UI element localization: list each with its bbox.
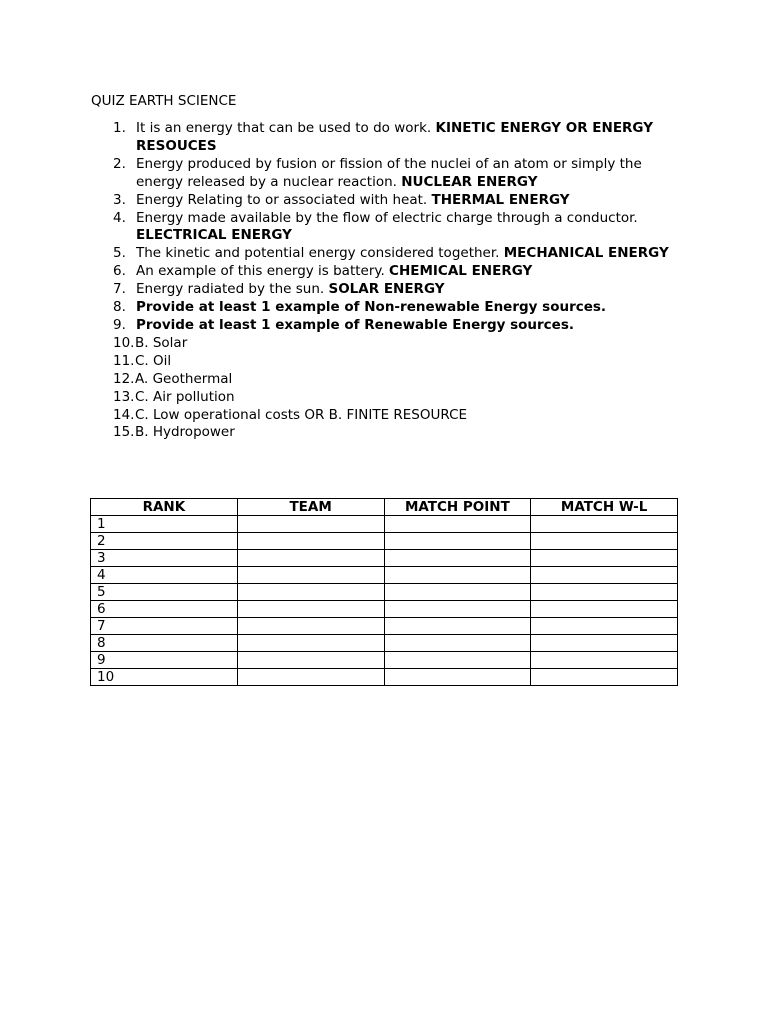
table-row — [91, 652, 678, 669]
item-number: 7. — [113, 281, 126, 298]
quiz-list — [91, 120, 691, 442]
team-cell — [237, 567, 384, 584]
rank-cell: 1 — [91, 516, 238, 533]
quiz-item — [91, 120, 691, 156]
header-match-point: MATCH POINT — [384, 499, 531, 516]
match-point-cell — [384, 601, 531, 618]
team-cell — [237, 550, 384, 567]
team-cell — [237, 516, 384, 533]
question-text: Energy produced by fusion or fission of the nuclei of an atom or simply the energy released by a nuclear reaction. — [136, 155, 642, 190]
question-text: The kinetic and potential energy considered together. — [136, 245, 504, 262]
match-wl-cell — [531, 669, 678, 686]
team-cell — [237, 601, 384, 618]
table-row — [91, 601, 678, 618]
match-point-cell — [384, 652, 531, 669]
question-text: C. Air pollution — [135, 388, 235, 405]
match-point-cell — [384, 567, 531, 584]
match-wl-cell — [531, 635, 678, 652]
rank-cell: 5 — [91, 584, 238, 601]
table-row — [91, 533, 678, 550]
match-wl-cell — [531, 618, 678, 635]
page-title: QUIZ EARTH SCIENCE — [91, 93, 237, 109]
match-wl-cell — [531, 550, 678, 567]
item-number: 12. — [113, 370, 135, 387]
quiz-item — [91, 335, 691, 353]
quiz-item — [91, 317, 691, 335]
team-cell — [237, 618, 384, 635]
item-number: 9. — [113, 316, 126, 333]
rank-cell: 7 — [91, 618, 238, 635]
item-number: 11. — [113, 352, 135, 369]
item-number: 4. — [113, 209, 126, 226]
match-wl-cell — [531, 652, 678, 669]
item-number: 6. — [113, 263, 126, 280]
table-row — [91, 516, 678, 533]
rank-cell: 10 — [91, 669, 238, 686]
quiz-item — [91, 263, 691, 281]
quiz-item — [91, 299, 691, 317]
item-number: 10. — [113, 334, 135, 351]
match-wl-cell — [531, 601, 678, 618]
table-row — [91, 567, 678, 584]
question-text: Energy made available by the flow of electric charge through a conductor. — [136, 209, 638, 226]
match-point-cell — [384, 533, 531, 550]
quiz-item — [91, 424, 691, 442]
question-text: An example of this energy is battery. — [136, 263, 390, 280]
rank-cell: 3 — [91, 550, 238, 567]
answer-text: THERMAL ENERGY — [431, 191, 570, 208]
quiz-item — [91, 353, 691, 371]
team-cell — [237, 584, 384, 601]
question-text: C. Oil — [135, 352, 172, 369]
match-point-cell — [384, 584, 531, 601]
answer-text: NUCLEAR ENERGY — [401, 173, 538, 190]
quiz-item — [91, 192, 691, 210]
item-number: 1. — [113, 120, 126, 136]
question-text: It is an energy that can be used to do work. — [136, 120, 436, 136]
team-cell — [237, 652, 384, 669]
match-point-cell — [384, 550, 531, 567]
question-text: Provide at least 1 example of Renewable Energy sources. — [136, 316, 575, 333]
question-text: A. Geothermal — [135, 370, 233, 387]
table-row — [91, 584, 678, 601]
question-text: Energy radiated by the sun. — [136, 281, 329, 298]
item-number: 8. — [113, 299, 126, 316]
match-wl-cell — [531, 584, 678, 601]
match-point-cell — [384, 618, 531, 635]
question-text: B. Hydropower — [135, 424, 235, 441]
quiz-item — [91, 210, 691, 246]
table-row — [91, 669, 678, 686]
item-number: 3. — [113, 191, 126, 208]
answer-text: MECHANICAL ENERGY — [503, 245, 669, 262]
rank-cell: 4 — [91, 567, 238, 584]
answer-text: KINETIC ENERGY OR ENERGY RESOUCES — [136, 120, 653, 154]
answer-text: CHEMICAL ENERGY — [389, 263, 533, 280]
match-point-cell — [384, 516, 531, 533]
question-text: Provide at least 1 example of Non-renewable Energy sources. — [136, 299, 607, 316]
answer-text: SOLAR ENERGY — [328, 281, 445, 298]
item-number: 2. — [113, 155, 126, 172]
question-text: B. Solar — [135, 334, 188, 351]
rank-cell: 2 — [91, 533, 238, 550]
team-cell — [237, 635, 384, 652]
rank-cell: 6 — [91, 601, 238, 618]
question-text: C. Low operational costs OR B. FINITE RESOURCE — [135, 406, 468, 423]
item-number: 5. — [113, 245, 126, 262]
header-match-wl: MATCH W-L — [531, 499, 678, 516]
answer-text: ELECTRICAL ENERGY — [136, 227, 292, 244]
quiz-item — [91, 407, 691, 425]
header-rank: RANK — [91, 499, 238, 516]
table-row — [91, 618, 678, 635]
team-cell — [237, 669, 384, 686]
quiz-item — [91, 156, 691, 192]
item-number: 13. — [113, 388, 135, 405]
quiz-item — [91, 281, 691, 299]
match-point-cell — [384, 669, 531, 686]
match-point-cell — [384, 635, 531, 652]
team-cell — [237, 533, 384, 550]
quiz-item — [91, 389, 691, 407]
ranking-table — [90, 498, 678, 686]
quiz-item — [91, 371, 691, 389]
question-text: Energy Relating to or associated with heat. — [136, 191, 432, 208]
table-row — [91, 635, 678, 652]
item-number: 14. — [113, 406, 135, 423]
quiz-item — [91, 245, 691, 263]
item-number: 15. — [113, 424, 135, 441]
table-header-row — [91, 499, 678, 516]
rank-cell: 9 — [91, 652, 238, 669]
table-row — [91, 550, 678, 567]
match-wl-cell — [531, 516, 678, 533]
match-wl-cell — [531, 567, 678, 584]
match-wl-cell — [531, 533, 678, 550]
header-team: TEAM — [237, 499, 384, 516]
rank-cell: 8 — [91, 635, 238, 652]
